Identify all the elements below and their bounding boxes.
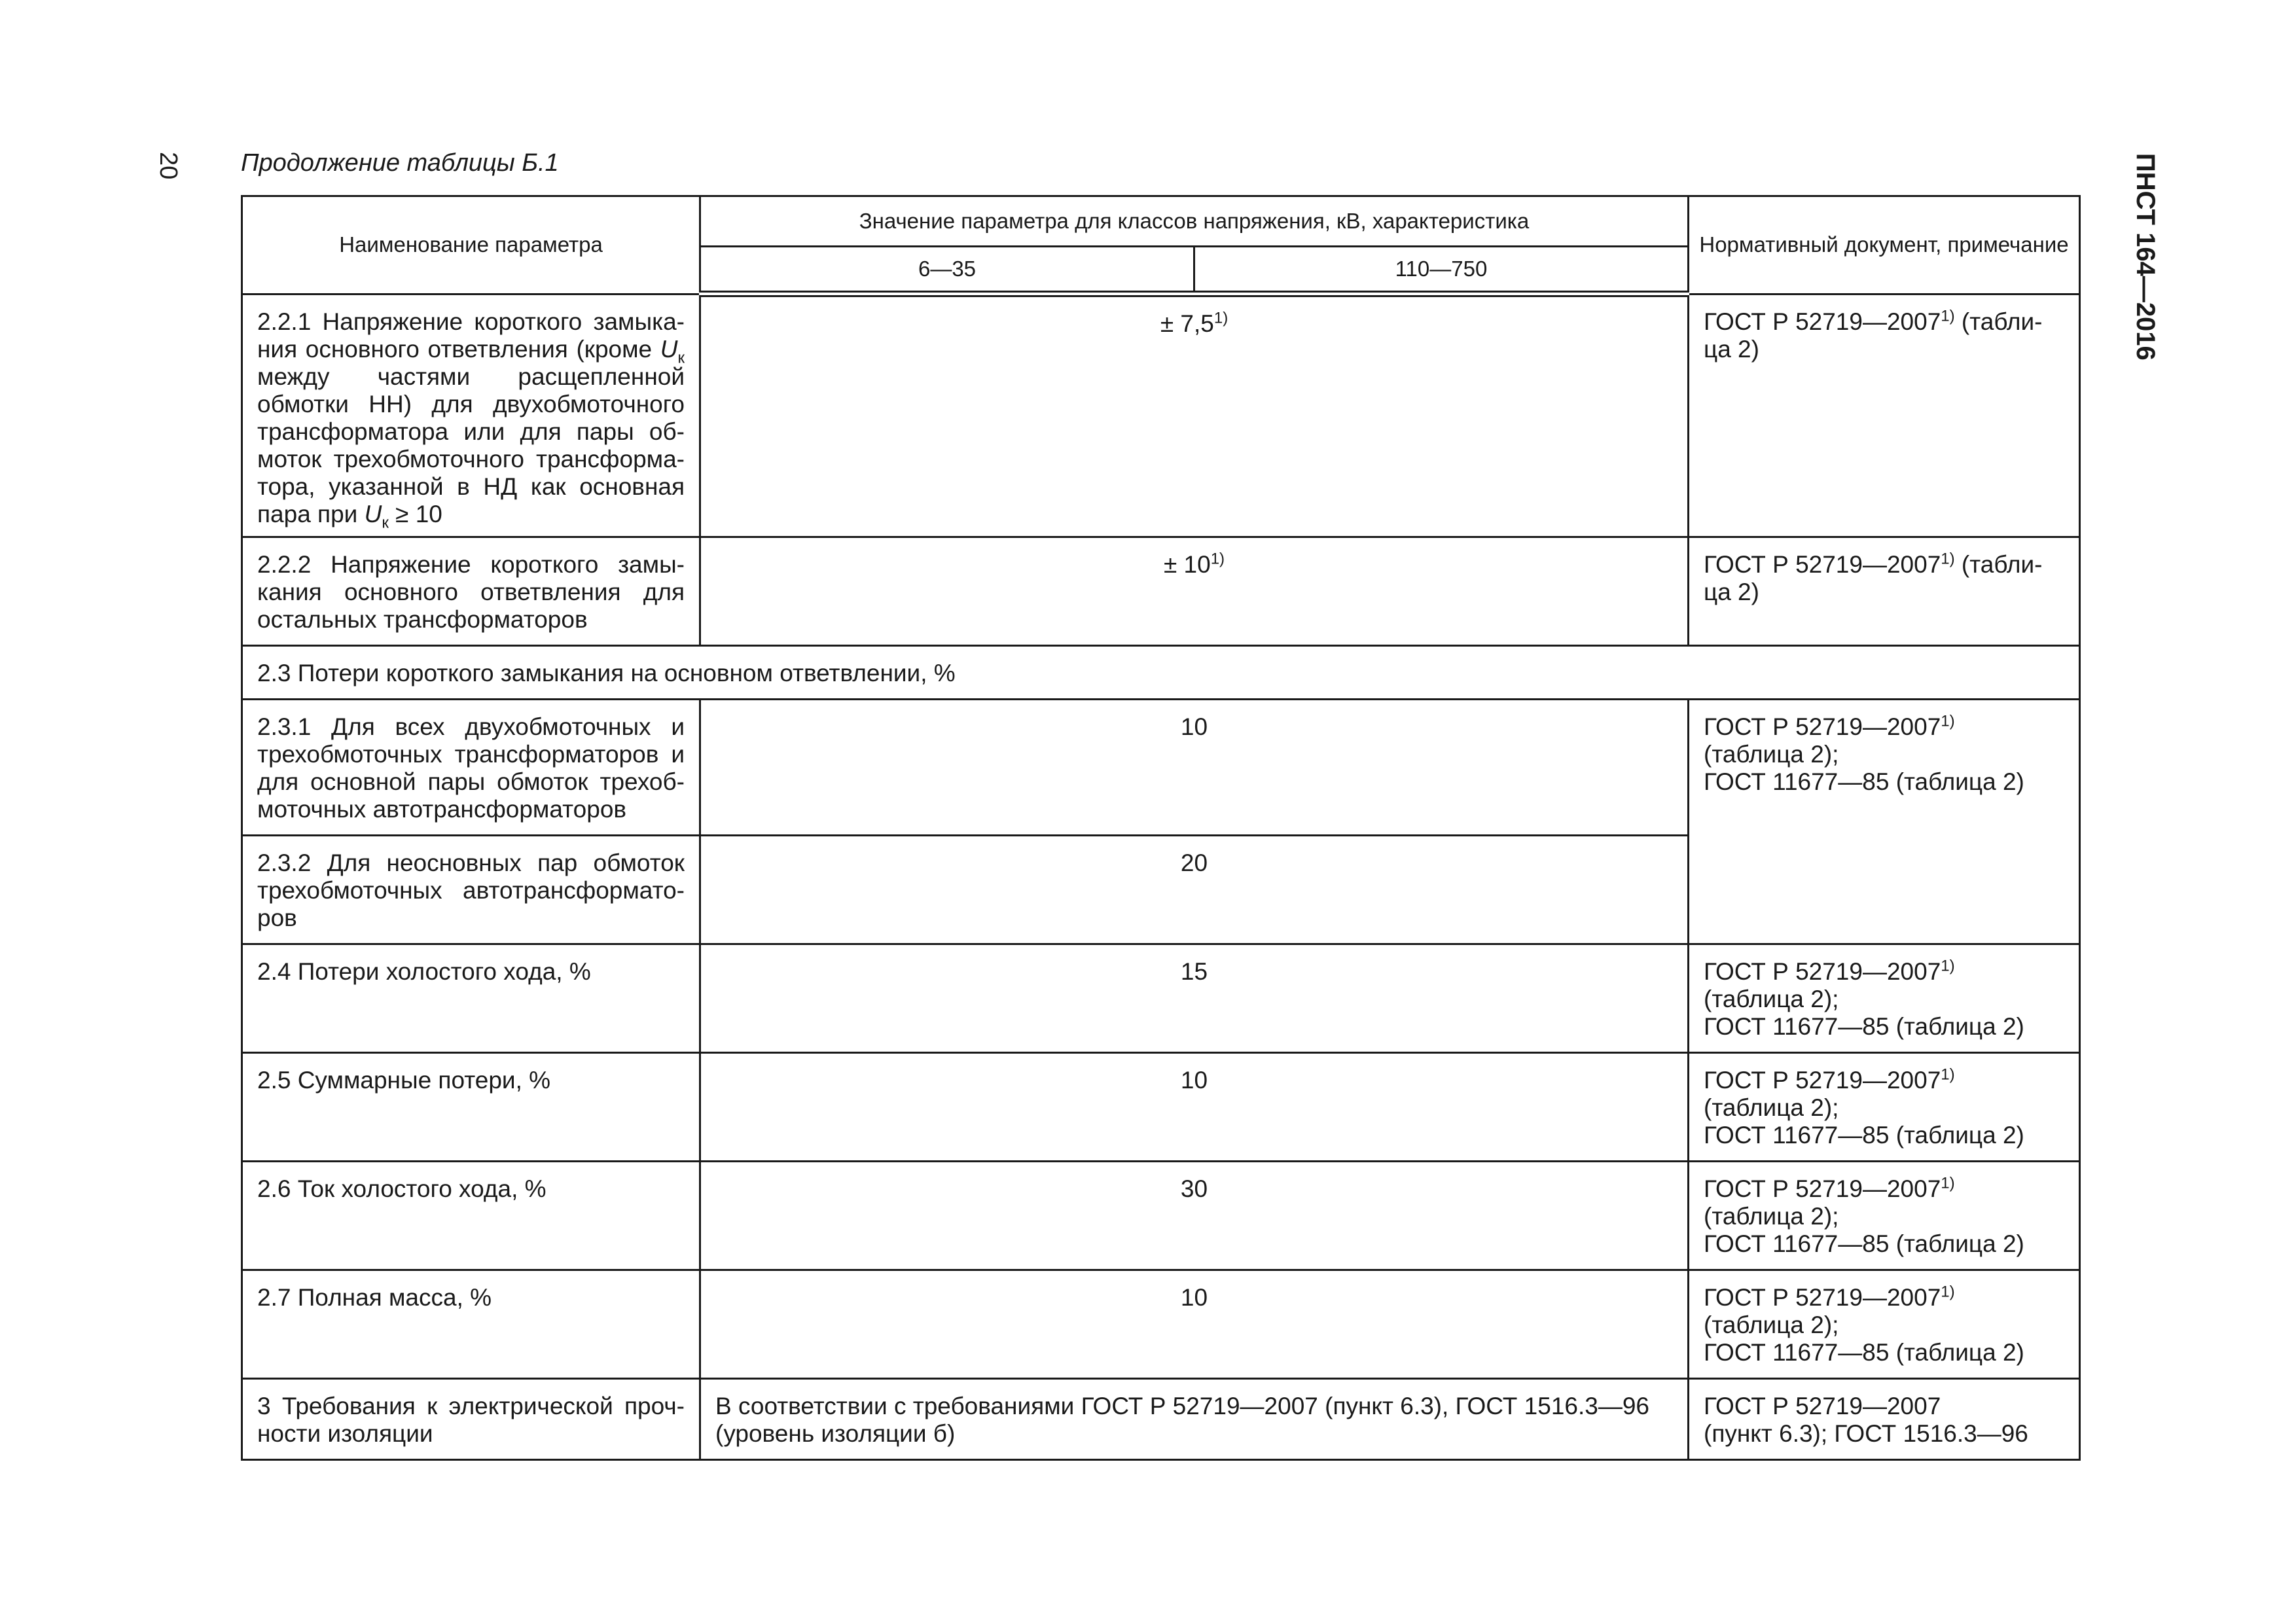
table-row <box>242 1378 2080 1459</box>
table-row <box>242 645 2080 699</box>
header-parameter-name: Наименование параметра <box>242 196 700 294</box>
row-name-2-6: 2.6 Ток холостого хода, % <box>242 1161 700 1270</box>
row-value: 10 <box>700 1052 1689 1161</box>
table-row <box>242 944 2080 1052</box>
table-row <box>242 1052 2080 1161</box>
footnote-mark: 1) <box>1213 309 1229 327</box>
footnote-mark: 1) <box>1210 550 1225 568</box>
table-row <box>242 699 2080 835</box>
footnote-mark: 1) <box>1941 1065 1955 1084</box>
symbol-u: U <box>660 335 678 363</box>
value-text: ± 10 <box>1163 550 1211 578</box>
table-row <box>242 1161 2080 1270</box>
doc-text: (пункт 6.3); ГОСТ 1516.3—96 <box>1704 1419 2028 1447</box>
doc-text: ГОСТ 11677—85 (таблица 2) <box>1704 1338 2024 1366</box>
doc-text: (табли-ца 2) <box>1704 550 2043 605</box>
row-value <box>700 294 1689 537</box>
document-code: ПНСТ 164—2016 <box>2131 153 2160 361</box>
doc-text: ГОСТ Р 52719—2007 <box>1704 1283 1941 1311</box>
table-row <box>242 537 2080 645</box>
doc-text: ГОСТ Р 52719—2007 <box>1704 308 1941 335</box>
doc-text: (таблица 2); <box>1704 740 1839 768</box>
row-value: 10 <box>700 699 1689 835</box>
doc-text: ГОСТ 11677—85 (таблица 2) <box>1704 1230 2024 1257</box>
doc-text: (таблица 2); <box>1704 985 1839 1012</box>
row-value: 15 <box>700 944 1689 1052</box>
doc-text: (таблица 2); <box>1704 1094 1839 1121</box>
name-part: ≥ 10 <box>388 500 442 527</box>
row-doc <box>1689 944 2080 1052</box>
row-doc <box>1689 1378 2080 1459</box>
row-name-3: 3 Требования к электрической проч-ности изоляции <box>242 1378 700 1459</box>
table-caption: Продолжение таблицы Б.1 <box>241 149 559 177</box>
value-text: ± 7,5 <box>1160 310 1214 337</box>
row-doc <box>1689 294 2080 537</box>
row-doc <box>1689 537 2080 645</box>
row-name-2-5: 2.5 Суммарные потери, % <box>242 1052 700 1161</box>
row-value: 10 <box>700 1270 1689 1378</box>
header-normative-doc: Нормативный документ, примечание <box>1689 196 2080 294</box>
symbol-subscript: к <box>382 513 389 531</box>
doc-text: ГОСТ Р 52719—2007 <box>1704 1066 1941 1094</box>
doc-text: ГОСТ 11677—85 (таблица 2) <box>1704 1121 2024 1149</box>
table-row <box>242 1270 2080 1378</box>
row-value: 20 <box>700 835 1689 944</box>
symbol-subscript: к <box>677 348 685 366</box>
doc-text: (таблица 2); <box>1704 1311 1839 1338</box>
row-name-2-3-1: 2.3.1 Для всех двухобмоточных и трехобмоточных трансформаторов и для основной пары обмоток трехоб-моточных автотрансформаторов <box>242 699 700 835</box>
page-number: 20 <box>154 152 182 180</box>
doc-text: (таблица 2); <box>1704 1202 1839 1230</box>
footnote-mark: 1) <box>1941 1174 1955 1192</box>
symbol-u: U <box>364 500 382 527</box>
row-name-2-4: 2.4 Потери холостого хода, % <box>242 944 700 1052</box>
row-name-2-2-1 <box>242 294 700 537</box>
footnote-mark: 1) <box>1941 307 1955 325</box>
doc-text: ГОСТ Р 52719—2007 <box>1704 957 1941 985</box>
footnote-mark: 1) <box>1941 712 1955 730</box>
row-value <box>700 537 1689 645</box>
doc-text: ГОСТ Р 52719—2007 <box>1704 550 1941 578</box>
parameters-table <box>241 195 2081 1461</box>
name-part: 2.2.1 Напряжение короткого замыка-ния основного ответвления (кроме <box>257 308 685 363</box>
row-value: В соответствии с требованиями ГОСТ Р 52719—2007 (пункт 6.3), ГОСТ 1516.3—96 (уровень изоляции б) <box>700 1378 1689 1459</box>
doc-text: ГОСТ Р 52719—2007 <box>1704 1392 1941 1419</box>
doc-text: (табли-ца 2) <box>1704 308 2043 363</box>
row-section-2-3: 2.3 Потери короткого замыкания на основном ответвлении, % <box>242 645 2080 699</box>
row-doc <box>1689 699 2080 944</box>
footnote-mark: 1) <box>1941 550 1955 568</box>
row-name-2-7: 2.7 Полная масса, % <box>242 1270 700 1378</box>
header-class-6-35: 6—35 <box>700 247 1194 294</box>
doc-text: ГОСТ Р 52719—2007 <box>1704 1175 1941 1202</box>
row-name-2-2-2: 2.2.2 Напряжение короткого замы-кания основного ответвления для остальных трансформаторов <box>242 537 700 645</box>
table-row <box>242 294 2080 537</box>
header-class-110-750: 110—750 <box>1194 247 1689 294</box>
doc-text: ГОСТ 11677—85 (таблица 2) <box>1704 768 2024 795</box>
header-value-group: Значение параметра для классов напряжения, кВ, характеристика <box>700 196 1689 247</box>
row-doc <box>1689 1052 2080 1161</box>
row-doc <box>1689 1161 2080 1270</box>
doc-text: ГОСТ 11677—85 (таблица 2) <box>1704 1012 2024 1040</box>
row-value: 30 <box>700 1161 1689 1270</box>
doc-text: ГОСТ Р 52719—2007 <box>1704 713 1941 740</box>
name-part: между частями расщепленной обмотки НН) для двухобмоточного трансформатора или для пары об-моток трехобмоточного трансформа-тора, указанной в НД как основная пара при <box>257 363 685 527</box>
footnote-mark: 1) <box>1941 1283 1955 1301</box>
footnote-mark: 1) <box>1941 957 1955 975</box>
row-doc <box>1689 1270 2080 1378</box>
row-name-2-3-2: 2.3.2 Для неосновных пар обмоток трехобмоточных автотрансформато-ров <box>242 835 700 944</box>
